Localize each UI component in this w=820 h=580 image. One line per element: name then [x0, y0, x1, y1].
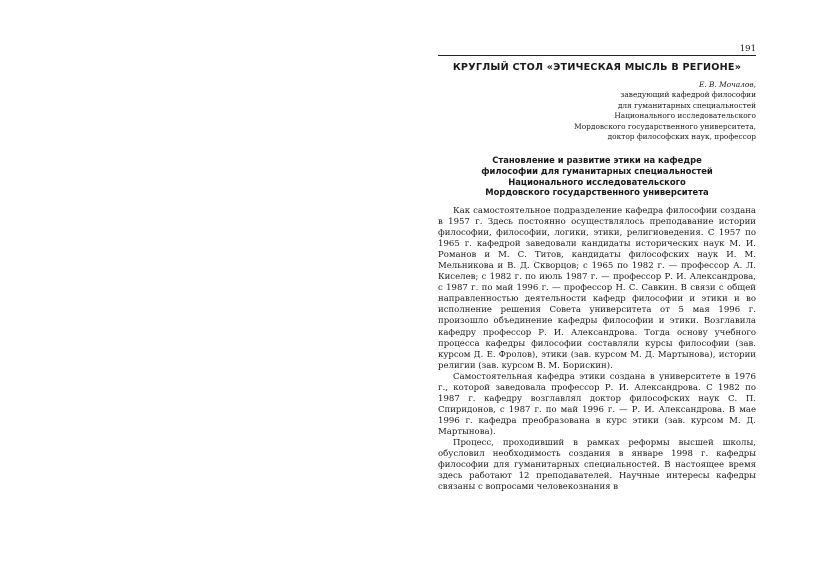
body-paragraph: Самостоятельная кафедра этики создана в университете в 1976 г., которой заведовала профессор Р. И. Александрова. С 1982 по 1987 г. кафедру возглавлял доктор философских наук С. П. Спиридонов, с 1987 г. по май 1996 г. — Р. И. Александрова. В мае 1996 г. кафедра преобразована в курс этики (зав. курсом М. Д. Мартынова). [438, 371, 756, 437]
body-paragraph: Процесс, проходивший в рамках реформы высшей школы, обусловил необходимость создания в январе 1998 г. кафедры философии для гуманитарных специальностей. В настоящее время здесь работают 12 преподавателей. Научные интересы кафедры связаны с вопросами человекознания в [438, 437, 756, 493]
author-affiliation-line: заведующий кафедрой философии [620, 90, 756, 100]
author-affiliation-line: доктор философских наук, профессор [607, 132, 756, 142]
page-number: 191 [739, 44, 756, 54]
section-title: КРУГЛЫЙ СТОЛ «ЭТИЧЕСКАЯ МЫСЛЬ В РЕГИОНЕ» [452, 62, 742, 73]
article-title-line: Национального исследовательского [508, 176, 686, 187]
header-rule [438, 55, 756, 56]
body-paragraph: Как самостоятельное подразделение кафедра философии создана в 1957 г. Здесь постоянно осуществлялось преподавание истории философии, философии, логики, этики, религиоведения. С 1957 по 1965 г. кафедрой заведовали кандидаты исторических наук М. И. Романов и М. С. Титов, кандидаты философских наук И. М. Мельникова и В. Д. Скворцов; с 1965 по 1982 г. — профессор А. Л. Киселев; с 1982 г. по июль 1987 г. — профессор Р. И. Александрова, с 1987 г. по май 1996 г. — профессор Н. С. Савкин. В связи с общей направленностью деятельности кафедр философии и этики и во исполнение решения Совета университета от 5 мая 1996 г. произошло объединение кафедры философии и этики. Возглавила кафедру профессор Р. И. Александрова. Тогда основу учебного процесса кафедры философии составляли курсы философии (зав. курсом Д. Е. Фролов), этики (зав. курсом М. Д. Мартынова), истории религии (зав. курсом В. М. Борискин). [438, 206, 756, 371]
article-title [438, 155, 756, 198]
article-title-line: философии для гуманитарных специальностей [481, 165, 713, 176]
article-title-line: Мордовского государственного университета [485, 187, 709, 198]
article-title-line: Становление и развитие этики на кафедре [492, 155, 702, 165]
author-name: Е. В. Мочалов, [698, 80, 756, 89]
book-page [438, 44, 756, 564]
author-affiliation-line: для гуманитарных специальностей [617, 100, 756, 110]
author-affiliation-line: Мордовского государственного университета, [574, 121, 756, 131]
author-affiliation-line: Национального исследовательского [614, 111, 756, 121]
article-body [438, 206, 756, 493]
author-block [438, 80, 756, 142]
